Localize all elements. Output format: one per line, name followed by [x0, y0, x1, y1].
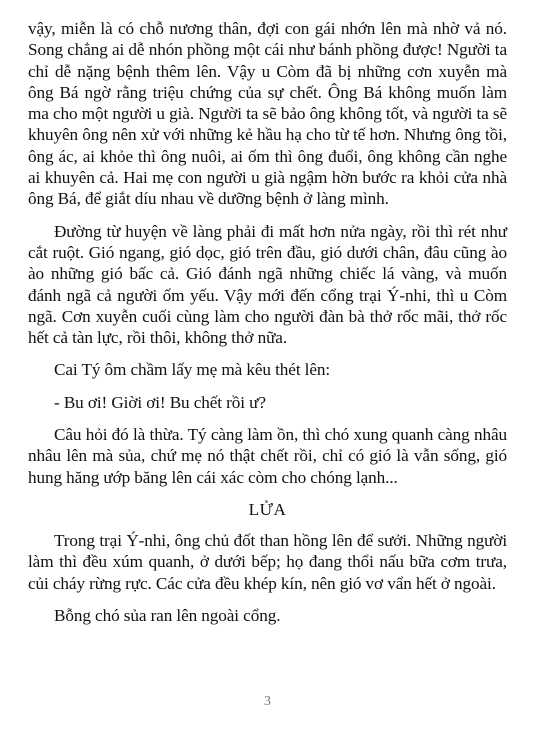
paragraph-continuation: vậy, miễn là có chỗ nương thân, đợi con gái nhớn lên mà nhờ vả nó. Song chẳng ai dễ nhón phồng một cái như bánh phồng được! Người ta chỉ dễ nặng bệnh thêm lên. Vậy u Còm đã bị những cơn xuyễn mà ông Bá ngờ rằng triệu chứng của sự chết. Ông Bá không muốn làm ma cho một người u già. Người ta sẽ bảo ông không tốt, và người ta sẽ khuyên ông nên xử với những kẻ hầu hạ cho từ tế hơn. Nhưng ông tồi, ông ác, ai khỏe thì ông nuôi, ai ốm thì ông đuổi, ông không cần nghe ai khuyên cả. Hai mẹ con người u già ngậm hờn bước ra khỏi cửa nhà ông Bá, để giắt díu nhau về dưỡng bệnh ở làng mình.: [28, 19, 507, 209]
page-number: 3: [264, 694, 271, 709]
paragraph-question-redundant: Câu hỏi đó là thừa. Tý càng làm ồn, thì chó xung quanh càng nhâu nhâu lên mà sủa, chứ mẹ nó thật chết rồi, chỉ có gió là vẫn sống, gió hung hăng ướp băng lên cái xác còm cho chóng lạnh...: [28, 425, 507, 487]
paragraph-dialogue: - Bu ơi! Giời ơi! Bu chết rồi ư?: [54, 392, 266, 412]
paragraph-in-camp: Trong trại Ý-nhi, ông chủ đốt than hồng lên để sưởi. Những người làm thì đều xúm quanh, ở dưới bếp; họ đang thổi nấu bữa cơm trưa, củi cháy rừng rực. Các cửa đều khép kín, nên gió vơ vẩn hết ở ngoài.: [28, 530, 507, 593]
paragraph-road-to-village: Đường từ huyện về làng phải đi mất hơn nửa ngày, rồi thì rét như cắt ruột. Gió ngang, gió dọc, gió trên đầu, gió dưới chân, đâu cũng ào ào những gió bấc cả. Gió đánh ngã những chiếc lá vàng, và muốn đánh ngã cả người ốm yếu. Vậy mới đến cổng trại Ý-nhi, thì u Còm ngã. Cơn xuyễn cuối cùng làm cho người đàn bà thở rốc mãi, thở rốc hết cả tàn lực, rồi thôi, không thở nữa.: [28, 221, 507, 348]
paragraph-dogs-bark: Bỗng chó sủa ran lên ngoài cổng.: [54, 605, 281, 625]
paragraph-cai-ty-cries: Cai Tý ôm chầm lấy mẹ mà kêu thét lên:: [54, 360, 331, 380]
section-heading: LỬA: [248, 499, 287, 519]
